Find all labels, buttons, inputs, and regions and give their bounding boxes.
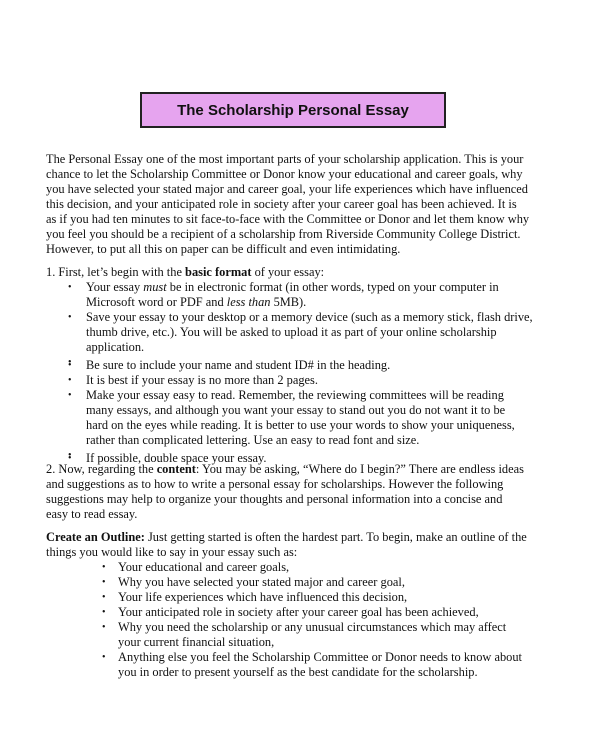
intro-line: this decision, and your anticipated role in society after your career goal has been achieved. It is	[46, 197, 517, 211]
list-item: • Why you need the scholarship or any unusual circumstances which may affect your current financial situation,	[46, 620, 566, 650]
outline-intro-line: things you would like to say in your essay such as:	[46, 545, 298, 559]
list-item: • If possible, double space your essay.	[46, 451, 566, 466]
intro-line: as if you had ten minutes to sit face-to-face with the Committee or Donor and let them know why	[46, 212, 530, 226]
list-item: • Your educational and career goals,	[46, 560, 566, 575]
list-item: • Why you have selected your stated major and career goal,	[46, 575, 566, 590]
intro-line: you feel you should be a recipient of a scholarship from Riverside Community College District.	[46, 227, 521, 241]
outline-section	[46, 530, 566, 680]
list-item: • Be sure to include your name and student ID# in the heading.	[46, 358, 566, 373]
section-heading: Create an Outline: Just getting started is often the hardest part. To begin, make an outline of the	[46, 530, 527, 544]
list-item: • Save your essay to your desktop or a memory device (such as a memory stick, flash drive, thumb drive, etc.). You will be asked to upload it as part of your online scholarship application.	[46, 310, 566, 355]
content-section	[46, 462, 566, 522]
basic-format-section	[46, 265, 566, 466]
content-line: suggestions may help to organize your thoughts and personal information into a concise and	[46, 492, 503, 506]
list-item: • Your anticipated role in society after your career goal has been achieved,	[46, 605, 566, 620]
intro-line: However, to put all this on paper can be difficult and even intimidating.	[46, 242, 401, 256]
intro-line: you have selected your stated major and career goal, your life experiences which have influenced	[46, 182, 528, 196]
section-heading: 1. First, let’s begin with the basic format of your essay:	[46, 265, 325, 279]
section-heading: 2. Now, regarding the content: You may be asking, “Where do I begin?” There are endless ideas	[46, 462, 524, 476]
format-list	[46, 280, 566, 466]
content-line: easy to read essay.	[46, 507, 138, 521]
list-item: • Anything else you feel the Scholarship Committee or Donor needs to know about you in order to present yourself as the best candidate for the scholarship.	[46, 650, 566, 680]
document-title: The Scholarship Personal Essay	[140, 92, 446, 128]
list-item: • Make your essay easy to read. Remember, the reviewing committees will be reading many essays, and although you want your essay to stand out you do not want it to be hard on the eyes while reading. It is better to use your words to show your uniqueness, rather than complicated lettering. Use an easy to read font and size.	[46, 388, 566, 448]
list-item: • Your life experiences which have influenced this decision,	[46, 590, 566, 605]
intro-line: The Personal Essay one of the most important parts of your scholarship application. This is your	[46, 152, 524, 166]
content-line: and suggestions as to how to write a personal essay for scholarships. However the following	[46, 477, 504, 491]
list-item: • Your essay must be in electronic format (in other words, typed on your computer in Microsoft word or PDF and less than 5MB).	[46, 280, 566, 310]
outline-list	[46, 560, 566, 680]
list-item: • It is best if your essay is no more than 2 pages.	[46, 373, 566, 388]
intro-paragraph	[46, 152, 566, 257]
intro-line: chance to let the Scholarship Committee or Donor know your educational and career goals, why	[46, 167, 523, 181]
